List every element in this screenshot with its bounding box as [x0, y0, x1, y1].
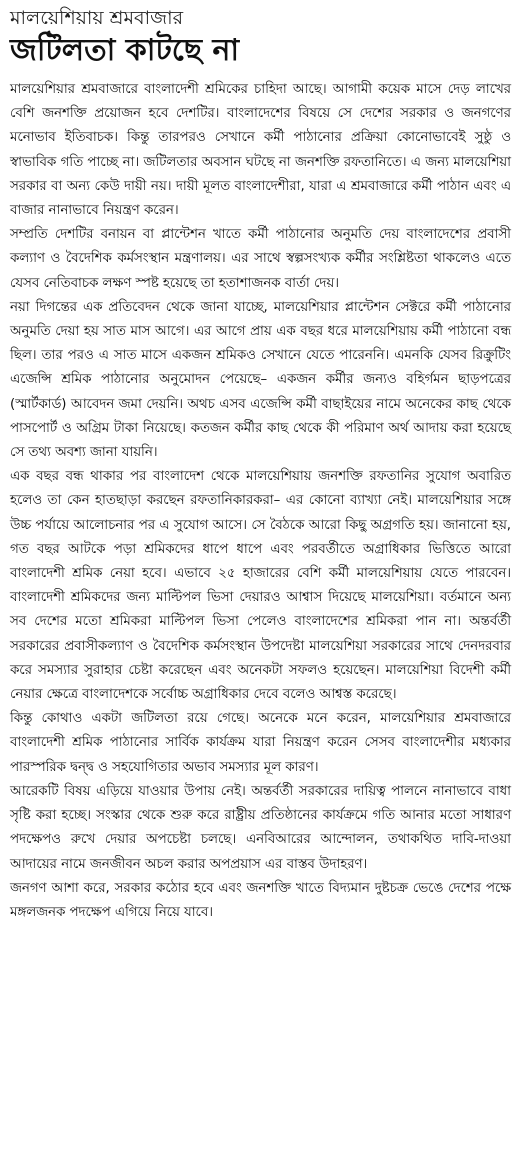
paragraph-1: মালয়েশিয়ার শ্রমবাজারে বাংলাদেশী শ্রমিকের চাহিদা আছে। আগামী কয়েক মাসে দেড় লাখের বেশি জনশক্তি প্রয়োজন হবে দেশটির। বাংলাদেশের বিষয়ে সে দেশের সরকার ও জনগণের মনোভাব ইতিবাচক। কিন্তু তারপরও সেখানে কর্মী পাঠানোর প্রক্রিয়া কোনোভাবেই সুষ্ঠু ও স্বাভাবিক গতি পাচ্ছে না। জটিলতার অবসান ঘটছে না জনশক্তি রফতানিতে। এ জন্য মালয়েশিয়া সরকার বা অন্য কেউ দায়ী নয়। দায়ী মূলত বাংলাদেশীরা, যারা এ শ্রমবাজারে কর্মী পাঠান এবং এ বাজার নানাভাবে নিয়ন্ত্রণ করেন।: [10, 82, 511, 219]
paragraph-4: এক বছর বন্ধ থাকার পর বাংলাদেশ থেকে মালয়েশিয়ায় জনশক্তি রফতানির সুযোগ অবারিত হলেও তা কেন হাতছাড়া করছেন রফতানিকারকরা– এর কোনো ব্যাখ্যা নেই। মালয়েশিয়ার সঙ্গে উচ্চ পর্যায়ে আলোচনার পর এ সুযোগ আসে। সে বৈঠকে আরো কিছু অগ্রগতি হয়। জানানো হয়, গত বছর আটকে পড়া শ্রমিকদের ধাপে ধাপে এবং পরবর্তীতে অগ্রাধিকার ভিত্তিতে আরো বাংলাদেশী শ্রমিক নেয়া হবে। এভাবে ২৫ হাজারের বেশি কর্মী মালয়েশিয়ায় যেতে পারবেন। বাংলাদেশী শ্রমিকদের জন্য মাল্টিপল ভিসা দেয়ারও আশ্বাস দিয়েছে মালয়েশিয়া। বর্তমানে অন্য সব দেশের মতো শ্রমিকরা মাল্টিপল ভিসা পেলেও বাংলাদেশের শ্রমিকরা পান না। অন্তর্বর্তী সরকারের প্রবাসীকল্যাণ ও বৈদেশিক কর্মসংস্থান উপদেষ্টা মালয়েশিয়া সরকারের সাথে দেনদরবার করে সমস্যার সুরাহার চেষ্টা করেছেন এবং অনেকটা সফলও হয়েছেন। মালয়েশিয়া বিদেশী কর্মী নেয়ার ক্ষেত্রে বাংলাদেশকে সর্বোচ্চ অগ্রাধিকার দেবে বলেও আশ্বস্ত করেছে।: [10, 469, 511, 703]
paragraph-5: কিন্তু কোথাও একটা জটিলতা রয়ে গেছে। অনেকে মনে করেন, মালয়েশিয়ার শ্রমবাজারে বাংলাদেশী শ্রমিক পাঠানোর সার্বিক কার্যক্রম যারা নিয়ন্ত্রণ করেন সেসব বাংলাদেশীর মধ্যকার পারস্পরিক দ্বন্দ্ব ও সহযোগিতার অভাব সমস্যার মূল কারণ।: [10, 711, 511, 775]
article-headline: জটিলতা কাটছে না: [10, 33, 240, 68]
paragraph-7: জনগণ আশা করে, সরকার কঠোর হবে এবং জনশক্তি খাতে বিদ্যমান দুষ্টচক্র ভেঙে দেশের পক্ষে মঙ্গলজনক পদক্ষেপ এগিয়ে নিয়ে যাবে।: [10, 880, 511, 920]
paragraph-6: আরেকটি বিষয় এড়িয়ে যাওয়ার উপায় নেই। অন্তর্বর্তী সরকারের দায়িত্ব পালনে নানাভাবে বাধা সৃষ্টি করা হচ্ছে। সংস্কার থেকে শুরু করে রাষ্ট্রীয় প্রতিষ্ঠানের কার্যক্রমে গতি আনার মতো সাধারণ পদক্ষেপও রুখে দেয়ার অপচেষ্টা চলছে। এনবিআরের আন্দোলন, তথাকথিত দাবি-দাওয়া আদায়ের নামে জনজীবন অচল করার অপপ্রয়াস এর বাস্তব উদাহরণ।: [10, 783, 511, 872]
paragraph-2: সম্প্রতি দেশটির বনায়ন বা প্লান্টেশন খাতে কর্মী পাঠানোর অনুমতি দেয় বাংলাদেশের প্রবাসী কল্যাণ ও বৈদেশিক কর্মসংস্থান মন্ত্রণালয়। এর সাথে স্বল্পসংখ্যক কর্মীর সংশ্লিষ্টতা থাকলেও এতে যেসব নেতিবাচক লক্ষণ স্পষ্ট হয়েছে তা হতাশাজনক বার্তা দেয়।: [10, 227, 511, 291]
article-body: [10, 78, 511, 925]
paragraph-3: নয়া দিগন্তের এক প্রতিবেদন থেকে জানা যাচ্ছে, মালয়েশিয়ার প্লান্টেশন সেক্টরে কর্মী পাঠানোর অনুমতি দেয়া হয় সাত মাস আগে। এর আগে প্রায় এক বছর ধরে মালয়েশিয়ায় কর্মী পাঠানো বন্ধ ছিল। তার পরও এ সাত মাসে একজন শ্রমিকও সেখানে যেতে পারেননি। এমনকি যেসব রিক্রুটিং এজেন্সি শ্রমিক পাঠানোর অনুমোদন পেয়েছে– একজন কর্মীর জন্যও বহির্গমন ছাড়পত্রের (স্মার্টকার্ড) আবেদন জমা দেয়নি। অথচ এসব এজেন্সি কর্মী বাছাইয়ের নামে অনেকের কাছ থেকে পাসপোর্ট ও অগ্রিম টাকা নিয়েছে। কতজন কর্মীর কাছ থেকে কী পরিমাণ অর্থ আদায় করা হয়েছে সে তথ্য অবশ্য জানা যায়নি।: [10, 299, 511, 461]
article-kicker: মালয়েশিয়ায় শ্রমবাজার: [10, 7, 184, 29]
